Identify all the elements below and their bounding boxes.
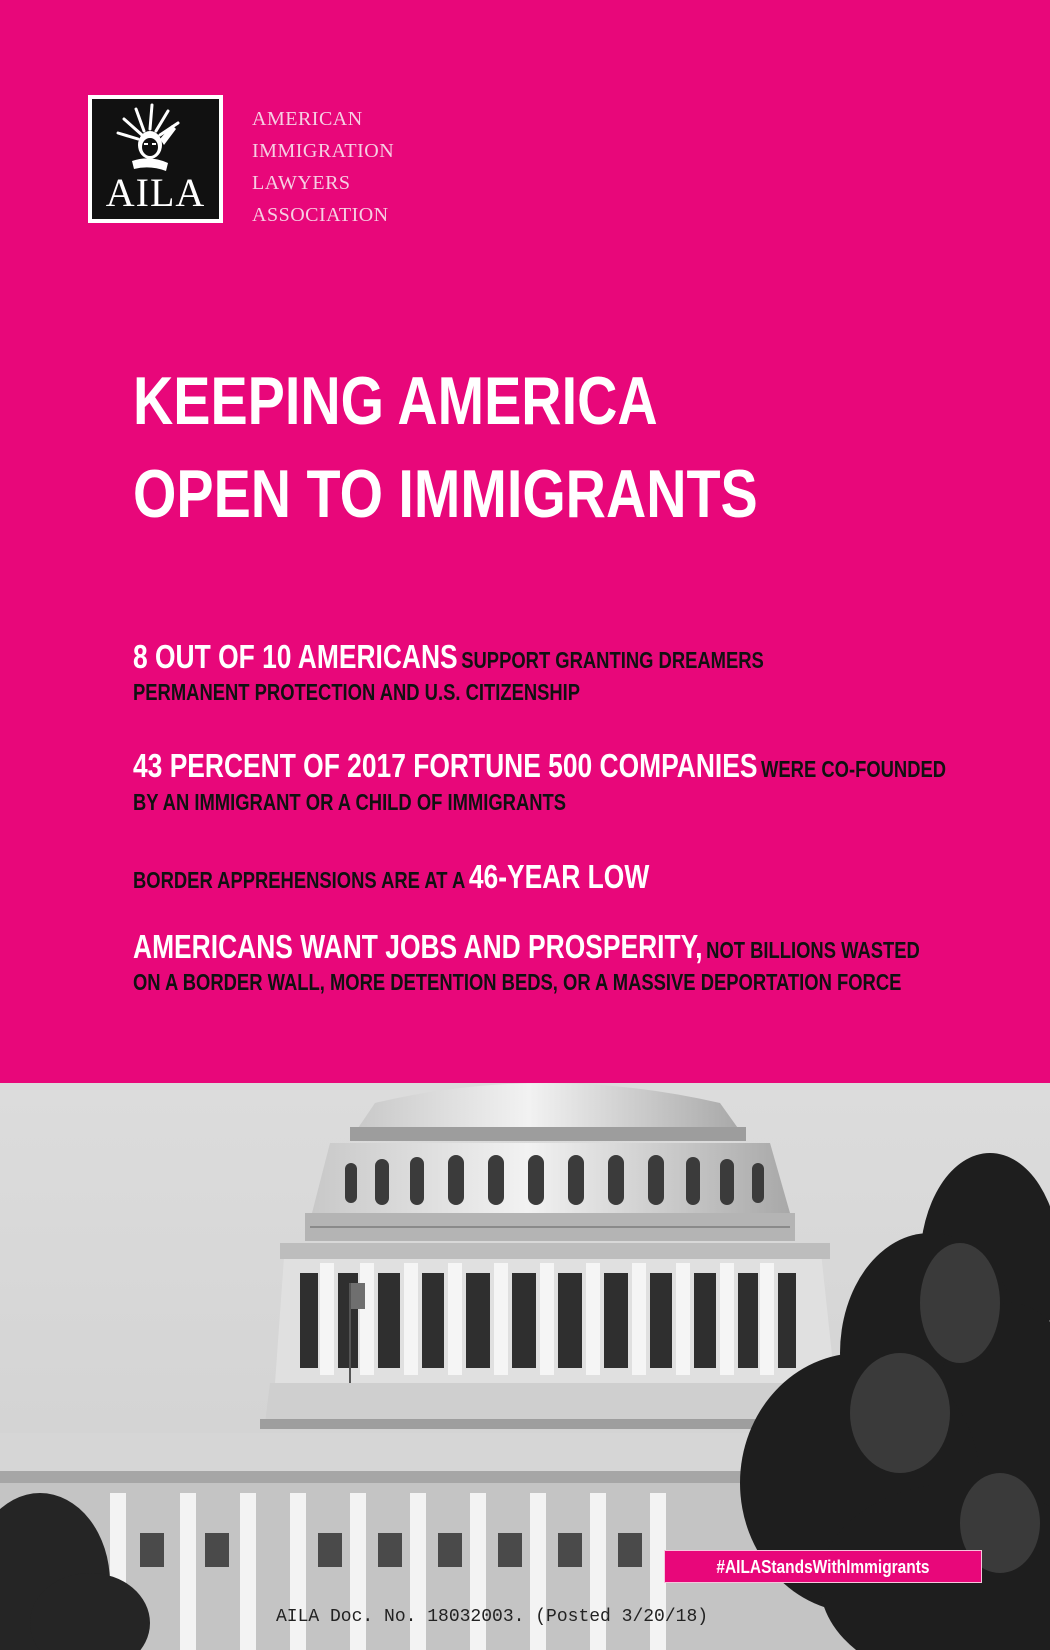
headline-line: OPEN TO IMMIGRANTS	[133, 456, 758, 532]
hashtag-text: #AILAStandsWithImmigrants	[716, 1557, 930, 1577]
fact-highlight: 46-YEAR LOW	[468, 858, 650, 895]
aila-logo	[88, 95, 223, 223]
fact-2-line-2	[133, 786, 566, 822]
fact-text: SUPPORT GRANTING DREAMERS	[461, 647, 764, 673]
hashtag-banner	[664, 1550, 982, 1583]
org-name-line: ASSOCIATION	[252, 204, 389, 226]
org-name-line: IMMIGRATION	[252, 140, 395, 162]
organization-name	[252, 103, 394, 231]
org-name-line: LAWYERS	[252, 172, 351, 194]
org-name-line: AMERICAN	[252, 108, 363, 130]
headline-line: KEEPING AMERICA	[133, 363, 658, 439]
logo-acronym: AILA	[105, 170, 206, 215]
fact-4-line-2	[133, 966, 901, 1002]
fact-1-line-2	[133, 676, 580, 712]
fact-text: WERE CO-FOUNDED	[761, 756, 947, 782]
fact-highlight: AMERICANS WANT JOBS AND PROSPERITY,	[133, 928, 703, 965]
fact-text: BORDER APPREHENSIONS ARE AT A	[133, 867, 466, 893]
fact-3-line-1	[133, 856, 649, 905]
headline	[133, 355, 895, 541]
document-footer: AILA Doc. No. 18032003. (Posted 3/20/18)	[276, 1607, 709, 1627]
fact-text: PERMANENT PROTECTION AND U.S. CITIZENSHIP	[133, 679, 581, 705]
fact-text: BY AN IMMIGRANT OR A CHILD OF IMMIGRANTS	[133, 789, 567, 815]
fact-text: NOT BILLIONS WASTED	[706, 937, 920, 963]
fact-text: ON A BORDER WALL, MORE DETENTION BEDS, OR A MASSIVE DEPORTATION FORCE	[133, 969, 902, 995]
fact-highlight: 8 OUT OF 10 AMERICANS	[133, 638, 458, 675]
fact-highlight: 43 PERCENT OF 2017 FORTUNE 500 COMPANIES	[133, 747, 758, 784]
logo-mark	[92, 99, 219, 219]
